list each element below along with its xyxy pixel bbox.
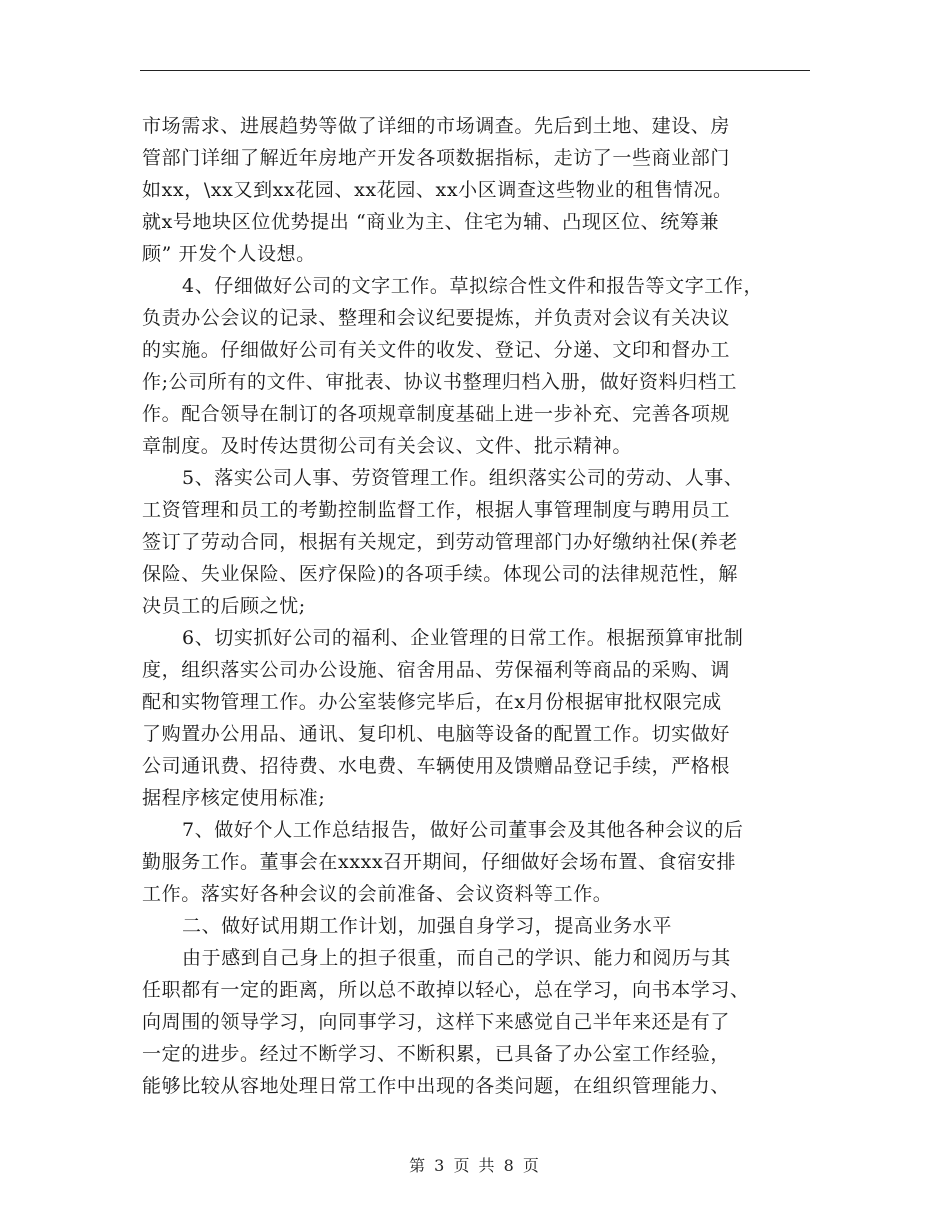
text-line: 的实施。仔细做好公司有关文件的收发、登记、分递、文印和督办工 [142,339,731,361]
text-line: 作。配合领导在制订的各项规章制度基础上进一步补充、完善各项规 [142,403,731,425]
text-line: 5、落实公司人事、劳资管理工作。组织落实公司的劳动、人事、 [182,467,744,489]
text-line: 保险、失业保险、医疗保险)的各项手续。体现公司的法律规范性，解 [142,563,739,585]
text-line: 二、做好试用期工作计划，加强自身学习，提高业务水平 [182,915,673,937]
text-line: 据程序核定使用标准; [142,787,326,809]
text-line: 任职都有一定的距离，所以总不敢掉以轻心，总在学习，向书本学习、 [142,979,750,1001]
text-line: 市场需求、进展趋势等做了详细的市场调查。先后到土地、建设、房 [142,115,731,137]
text-line: 工资管理和员工的考勤控制监督工作，根据人事管理制度与聘用员工 [142,499,731,521]
text-line: 负责办公会议的记录、整理和会议纪要提炼，并负责对会议有关决议 [142,307,731,329]
text-line: 决员工的后顾之忧; [142,595,306,617]
text-line: 能够比较从容地处理日常工作中出现的各类问题，在组织管理能力、 [142,1075,731,1097]
text-line: 勤服务工作。董事会在xxxx召开期间，仔细做好会场布置、食宿安排 [142,851,737,873]
text-line: 公司通讯费、招待费、水电费、车辆使用及馈赠品登记手续，严格根 [142,755,731,777]
header-rule [140,70,810,71]
text-line: 度，组织落实公司办公设施、宿舍用品、劳保福利等商品的采购、调 [142,659,731,681]
text-line: 顾” 开发个人设想。 [142,243,316,265]
document-body [142,110,810,1102]
text-line: 由于感到自己身上的担子很重，而自己的学识、能力和阅历与其 [182,947,731,969]
text-line: 管部门详细了解近年房地产开发各项数据指标，走访了一些商业部门 [142,147,731,169]
text-line: 一定的进步。经过不断学习、不断积累，已具备了办公室工作经验， [142,1043,731,1065]
page-number: 第 3 页 共 8 页 [409,1156,541,1175]
text-line: 如xx，\xx又到xx花园、xx花园、xx小区调查这些物业的租售情况。 [142,179,733,201]
text-line: 7、做好个人工作总结报告，做好公司董事会及其他各种会议的后 [182,819,744,841]
text-line: 配和实物管理工作。办公室装修完毕后，在x月份根据审批权限完成 [142,691,722,713]
text-line: 章制度。及时传达贯彻公司有关会议、文件、批示精神。 [142,435,633,457]
text-line: 了购置办公用品、通讯、复印机、电脑等设备的配置工作。切实做好 [142,723,731,745]
text-line: 6、切实抓好公司的福利、企业管理的日常工作。根据预算审批制 [182,627,744,649]
text-line: 4、仔细做好公司的文字工作。草拟综合性文件和报告等文字工作， [182,275,764,297]
text-line: 工作。落实好各种会议的会前准备、会议资料等工作。 [142,883,613,905]
text-line: 签订了劳动合同，根据有关规定，到劳动管理部门办好缴纳社保(养老 [142,531,739,553]
text-line: 向周围的领导学习，向同事学习，这样下来感觉自己半年来还是有了 [142,1011,731,1033]
text-line: 就x号地块区位优势提出 “商业为主、住宅为辅、凸现区位、统筹兼 [142,211,720,233]
text-line: 作;公司所有的文件、审批表、协议书整理归档入册，做好资料归档工 [142,371,738,393]
